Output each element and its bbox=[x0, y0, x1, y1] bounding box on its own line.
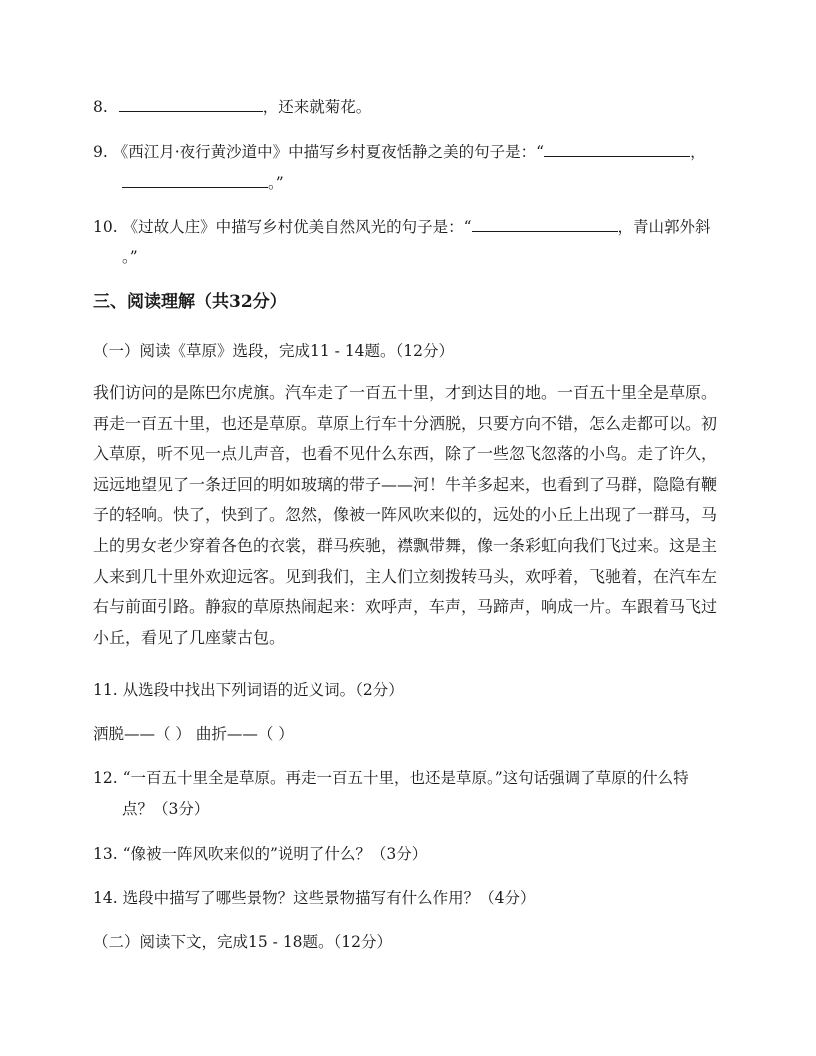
answer-blank[interactable] bbox=[544, 141, 690, 157]
question-text: ，还来就菊花。 bbox=[262, 98, 372, 116]
passage-line: 子的轻响。快了，快到了。忽然，像被一阵风吹来似的，远处的小丘上出现了一群马，马 bbox=[93, 505, 718, 525]
reading-passage bbox=[93, 378, 723, 653]
passage-line: 人来到几十里外欢迎远客。见到我们，主人们立刻拨转马头，欢呼着，飞驰着，在汽车左 bbox=[93, 566, 718, 586]
question-8 bbox=[93, 96, 371, 117]
punctuation: ， bbox=[690, 143, 706, 161]
question-9 bbox=[93, 141, 706, 162]
question-12-continuation: 点？（3分） bbox=[122, 800, 210, 818]
question-10 bbox=[93, 216, 711, 237]
passage-line: 上的男女老少穿着各色的衣裳，群马疾驰，襟飘带舞，像一条彩虹向我们飞过来。这是主 bbox=[93, 535, 718, 555]
answer-blank[interactable] bbox=[122, 172, 268, 188]
question-number: 10. bbox=[93, 218, 118, 236]
answer-blank[interactable] bbox=[472, 216, 618, 232]
question-number: 9. bbox=[93, 143, 108, 161]
question-10-continuation bbox=[122, 247, 138, 267]
question-text: 《西江月·夜行黄沙道中》中描写乡村夏夜恬静之美的句子是：“ bbox=[112, 143, 545, 161]
passage-line: 入草原，听不见一点儿声音，也看不见什么东西，除了一些忽飞忽落的小鸟。走了许久， bbox=[93, 444, 718, 464]
passage-line: 小丘，看见了几座蒙古包。 bbox=[93, 627, 286, 647]
part-2-title: （二）阅读下文，完成15 - 18题。（12分） bbox=[93, 933, 393, 951]
punctuation: 。” bbox=[122, 248, 138, 266]
question-number: 8. bbox=[93, 98, 108, 116]
question-text: 《过故人庄》中描写乡村优美自然风光的句子是：“ bbox=[122, 218, 472, 236]
question-13: 13. “像被一阵风吹来似的”说明了什么？（3分） bbox=[93, 845, 428, 863]
question-12: 12. “一百五十里全是草原。再走一百五十里，也还是草原。”这句话强调了草原的什么特 bbox=[93, 769, 689, 787]
question-11: 11. 从选段中找出下列词语的近义词。（2分） bbox=[93, 681, 404, 699]
question-14: 14. 选段中描写了哪些景物？这些景物描写有什么作用？（4分） bbox=[93, 889, 536, 907]
passage-line: 我们访问的是陈巴尔虎旗。汽车走了一百五十里，才到达目的地。一百五十里全是草原。 bbox=[93, 383, 718, 402]
passage-line: 右与前面引路。静寂的草原热闹起来：欢呼声，车声，马蹄声，响成一片。车跟着马飞过 bbox=[93, 597, 718, 617]
question-text: ，青山郭外斜 bbox=[617, 218, 711, 236]
question-9-continuation bbox=[122, 172, 284, 193]
part-1-title: （一）阅读《草原》选段，完成11 - 14题。（12分） bbox=[93, 342, 455, 360]
passage-line: 远远地望见了一条迂回的明如玻璃的带子——河！牛羊多起来，也看到了马群，隐隐有鞭 bbox=[93, 474, 718, 494]
section-heading: 三、阅读理解（共32分） bbox=[93, 292, 287, 312]
passage-line: 再走一百五十里，也还是草原。草原上行车十分洒脱，只要方向不错，怎么走都可以。初 bbox=[93, 413, 718, 433]
punctuation: 。” bbox=[268, 174, 284, 192]
question-11-answer-line[interactable]: 洒脱——（ ） 曲折——（ ） bbox=[93, 725, 294, 743]
answer-blank[interactable] bbox=[119, 96, 263, 112]
